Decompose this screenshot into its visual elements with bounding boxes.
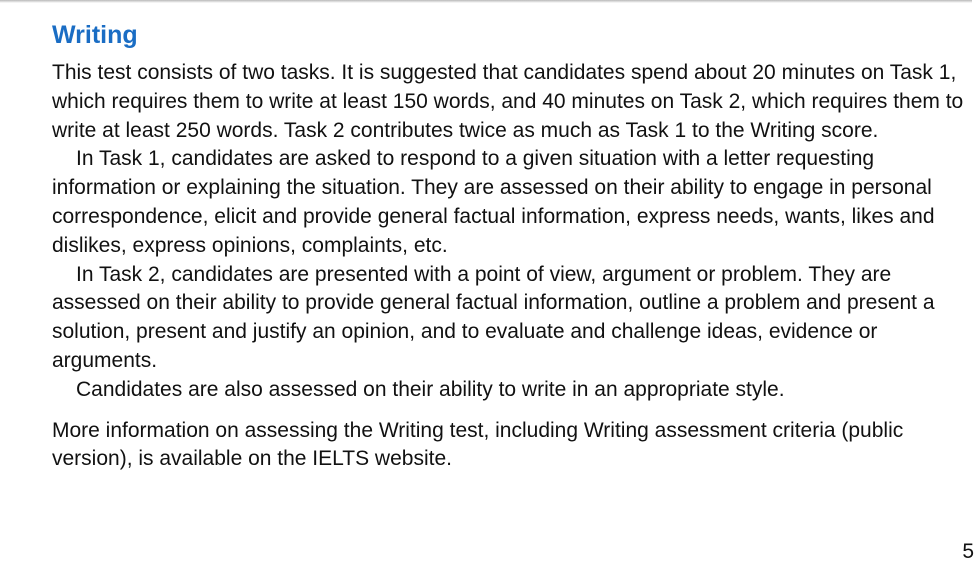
- top-divider: [0, 0, 972, 3]
- task-2-paragraph: In Task 2, candidates are presented with a point of view, argument or problem. They are assessed on their ability to provide general factual information, outline a problem and present a solution, present and justify an opinion, and to evaluate and challenge ideas, evidence or arguments.: [52, 262, 935, 372]
- document-page: [52, 19, 974, 563]
- task-1-paragraph: In Task 1, candidates are asked to respond to a given situation with a letter requesting information or explaining the situation. They are assessed on their ability to engage in personal correspondence, elicit and provide general factual information, express needs, wants, likes and dislikes, express opinions, complaints, etc.: [52, 147, 935, 257]
- style-paragraph: Candidates are also assessed on their ability to write in an appropriate style.: [76, 377, 785, 401]
- section-heading: Writing: [52, 21, 138, 49]
- page-number: 5: [962, 540, 974, 563]
- intro-paragraph: This test consists of two tasks. It is suggested that candidates spend about 20 minutes on Task 1, which requires them to write at least 150 words, and 40 minutes on Task 2, which requires them to write at least 250 words. Task 2 contributes twice as much as Task 1 to the Writing score.: [52, 61, 964, 142]
- more-info-paragraph: More information on assessing the Writing test, including Writing assessment criteria (public version), is available on the IELTS website.: [52, 418, 904, 471]
